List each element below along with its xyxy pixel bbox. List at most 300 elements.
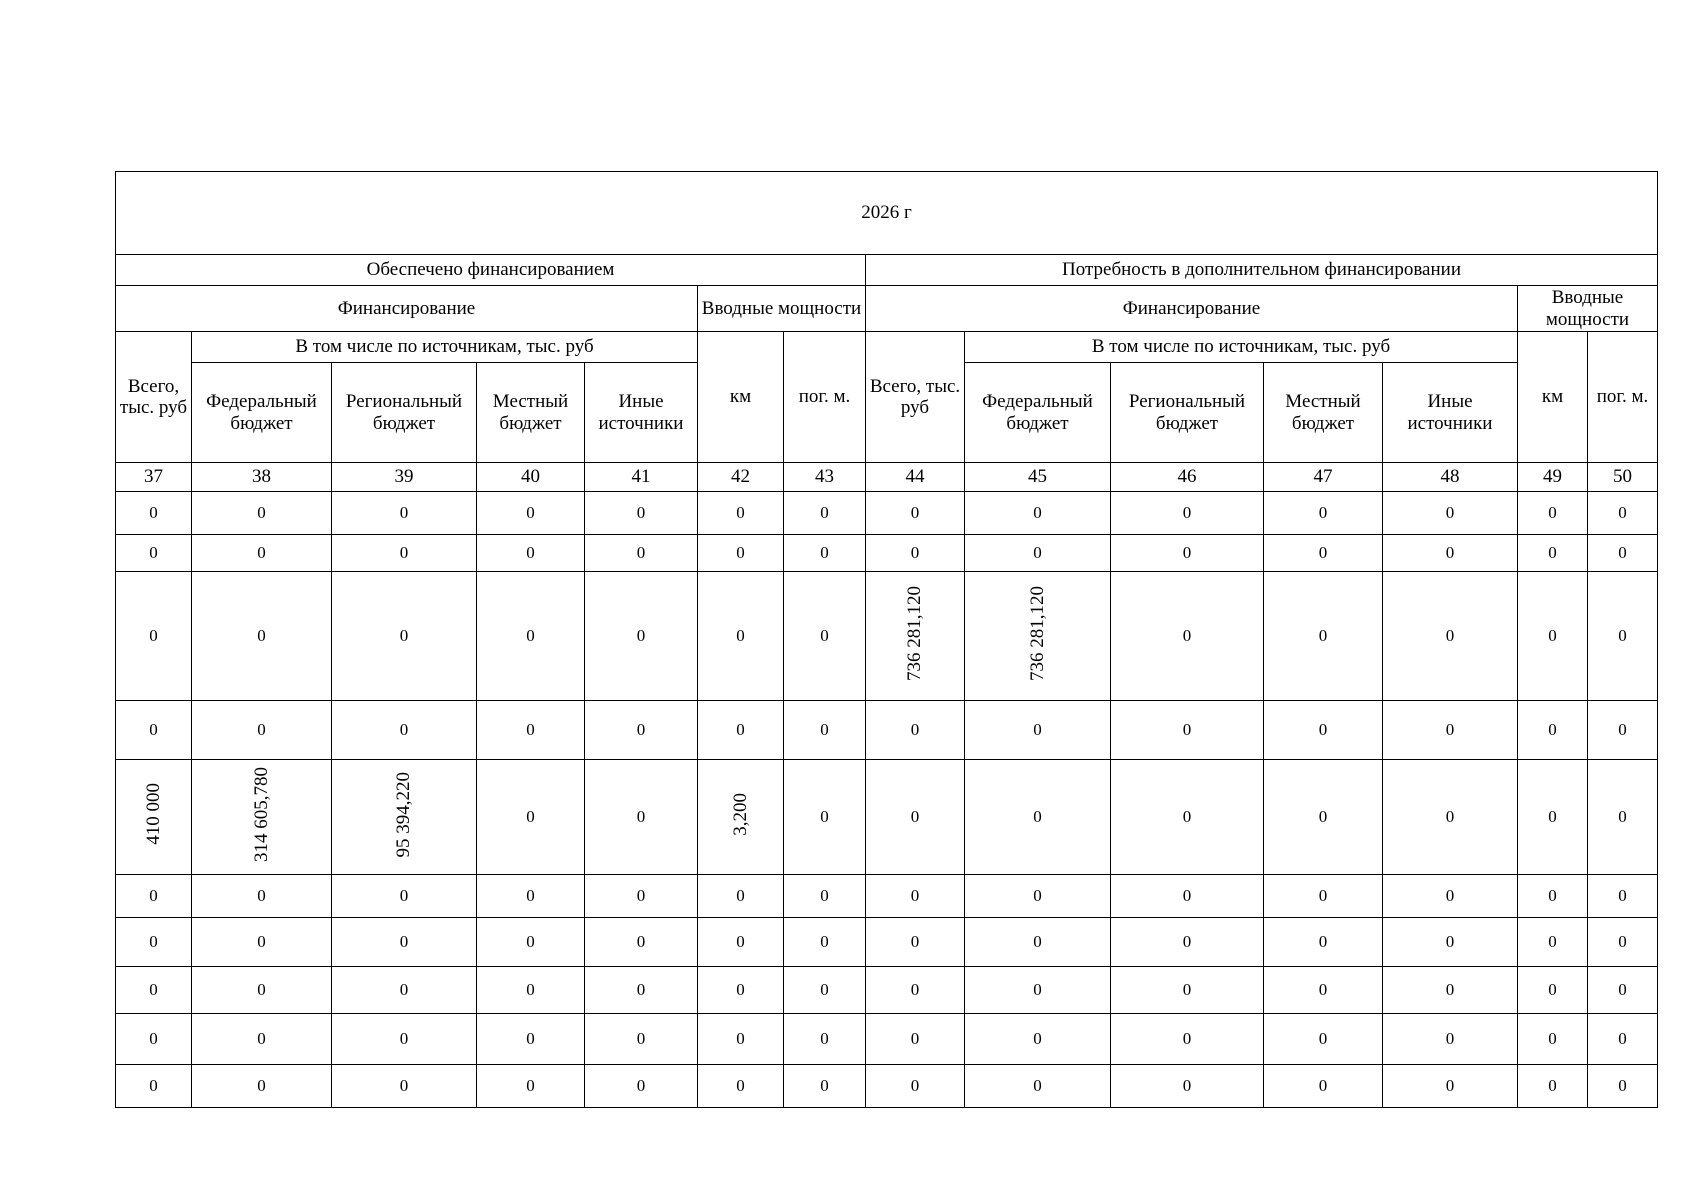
table-cell [1383, 701, 1518, 760]
table-row [116, 1014, 1658, 1065]
table-cell [332, 1014, 477, 1065]
cell-value: 0 [636, 626, 646, 646]
cell-value: 0 [149, 720, 158, 740]
table-cell [1588, 535, 1658, 572]
column-number: 40 [477, 463, 585, 492]
table-cell [965, 1014, 1111, 1065]
cell-value: 0 [257, 980, 266, 1000]
table-cell [477, 492, 585, 535]
cell-value: 0 [1618, 1029, 1627, 1049]
cell-value: 0 [1033, 503, 1042, 523]
table-cell [1383, 760, 1518, 875]
cell-value: 0 [1182, 1029, 1192, 1049]
table-cell [866, 701, 965, 760]
table-cell [192, 760, 332, 875]
table-cell [116, 967, 192, 1014]
cell-value: 0 [1318, 503, 1328, 523]
table-cell [1518, 572, 1588, 701]
table-cell [698, 760, 784, 875]
column-header: Иные источники [1383, 363, 1518, 463]
cell-value: 0 [1182, 932, 1192, 952]
table-cell [585, 1014, 698, 1065]
cell-value-rotated: 3,200 [729, 792, 751, 836]
column-header: Всего, тыс. руб [866, 332, 965, 463]
table-cell [332, 572, 477, 701]
table-row [116, 701, 1658, 760]
table-cell [585, 492, 698, 535]
column-header: пог. м. [1588, 332, 1658, 463]
cell-value: 0 [526, 980, 535, 1000]
cell-value: 0 [1182, 720, 1192, 740]
cell-value-rotated: 736 281,120 [1026, 585, 1048, 681]
column-number: 47 [1264, 463, 1383, 492]
table-cell [698, 492, 784, 535]
cell-value: 0 [257, 720, 266, 740]
cell-value: 0 [820, 1076, 829, 1096]
table-cell [866, 492, 965, 535]
cell-value: 0 [1033, 807, 1042, 827]
table-cell [1264, 760, 1383, 875]
cell-value: 0 [636, 980, 646, 1000]
cell-value: 0 [636, 1076, 646, 1096]
table-cell [332, 760, 477, 875]
cell-value: 0 [399, 1029, 409, 1049]
table-cell [192, 492, 332, 535]
table-cell [698, 967, 784, 1014]
table-cell [116, 918, 192, 967]
cell-value: 0 [149, 503, 158, 523]
table-cell [1518, 701, 1588, 760]
column-header: км [698, 332, 784, 463]
cell-value: 0 [1033, 543, 1042, 563]
cell-value: 0 [910, 1076, 920, 1096]
table-cell [1518, 535, 1588, 572]
table-cell [116, 1065, 192, 1108]
table-cell [585, 918, 698, 967]
cell-value: 0 [257, 503, 266, 523]
column-number: 46 [1111, 463, 1264, 492]
table-cell [784, 1014, 866, 1065]
column-number: 37 [116, 463, 192, 492]
cell-value: 0 [149, 1029, 158, 1049]
secured-financing-subheader: Финансирование [116, 286, 698, 332]
table-cell [1264, 535, 1383, 572]
cell-value: 0 [1318, 980, 1328, 1000]
table-cell [585, 967, 698, 1014]
cell-value: 0 [1445, 807, 1455, 827]
secured-sources-header: В том числе по источникам, тыс. руб [192, 332, 698, 363]
cell-value: 0 [1318, 720, 1328, 740]
table-cell [784, 701, 866, 760]
table-cell [1518, 1014, 1588, 1065]
cell-value: 0 [1033, 980, 1042, 1000]
cell-value: 0 [149, 626, 158, 646]
cell-value: 0 [1618, 980, 1627, 1000]
table-cell [192, 535, 332, 572]
cell-value: 0 [257, 1029, 266, 1049]
cell-value: 0 [1445, 932, 1455, 952]
cell-value: 0 [636, 1029, 646, 1049]
cell-value: 0 [1033, 1076, 1042, 1096]
cell-value: 0 [526, 1029, 535, 1049]
additional-financing-header: Потребность в дополнительном финансировании [866, 255, 1658, 286]
table-cell [332, 492, 477, 535]
column-number: 39 [332, 463, 477, 492]
cell-value: 0 [820, 807, 829, 827]
table-cell [116, 492, 192, 535]
table-cell [1264, 492, 1383, 535]
cell-value: 0 [1618, 626, 1627, 646]
cell-value: 0 [1445, 626, 1455, 646]
cell-value: 0 [910, 543, 920, 563]
table-cell [1383, 918, 1518, 967]
table-cell [1588, 918, 1658, 967]
cell-value: 0 [526, 543, 535, 563]
table-cell [698, 918, 784, 967]
cell-value: 0 [399, 543, 409, 563]
table-cell [477, 875, 585, 918]
cell-value: 0 [1548, 543, 1557, 563]
table-cell [965, 1065, 1111, 1108]
table-cell [332, 701, 477, 760]
cell-value: 0 [736, 543, 745, 563]
table-cell [1383, 572, 1518, 701]
cell-value: 0 [1182, 807, 1192, 827]
table-row [116, 492, 1658, 535]
table-cell [585, 572, 698, 701]
additional-sources-header: В том числе по источникам, тыс. руб [965, 332, 1518, 363]
table-cell [1588, 875, 1658, 918]
table-cell [477, 967, 585, 1014]
cell-value: 0 [257, 886, 266, 906]
cell-value: 0 [1318, 1029, 1328, 1049]
table-cell [1264, 701, 1383, 760]
cell-value: 0 [1445, 720, 1455, 740]
cell-value: 0 [636, 720, 646, 740]
cell-value: 0 [910, 1029, 920, 1049]
table-cell [1111, 1014, 1264, 1065]
table-cell [866, 875, 965, 918]
cell-value: 0 [820, 886, 829, 906]
cell-value: 0 [1182, 626, 1192, 646]
table-cell [116, 875, 192, 918]
table-cell [784, 572, 866, 701]
table-cell [116, 701, 192, 760]
table-cell [965, 492, 1111, 535]
table-row [116, 875, 1658, 918]
table-cell [784, 967, 866, 1014]
table-cell [698, 572, 784, 701]
cell-value: 0 [1445, 543, 1455, 563]
cell-value: 0 [399, 720, 409, 740]
cell-value: 0 [1182, 1076, 1192, 1096]
table-cell [192, 572, 332, 701]
secured-capacity-header: Вводные мощности [698, 286, 866, 332]
table-cell [1111, 701, 1264, 760]
column-number: 50 [1588, 463, 1658, 492]
cell-value: 0 [736, 720, 745, 740]
cell-value: 0 [399, 886, 409, 906]
table-cell [332, 1065, 477, 1108]
table-cell [1111, 967, 1264, 1014]
table-cell [332, 918, 477, 967]
cell-value: 0 [149, 980, 158, 1000]
cell-value: 0 [399, 980, 409, 1000]
cell-value: 0 [636, 503, 646, 523]
table-cell [965, 875, 1111, 918]
column-number: 41 [585, 463, 698, 492]
table-cell [866, 1014, 965, 1065]
cell-value: 0 [1548, 932, 1557, 952]
cell-value: 0 [149, 543, 158, 563]
cell-value: 0 [1445, 1029, 1455, 1049]
table-cell [866, 535, 965, 572]
cell-value: 0 [399, 1076, 409, 1096]
cell-value-rotated: 736 281,120 [904, 585, 926, 681]
cell-value: 0 [820, 932, 829, 952]
table-row [116, 1065, 1658, 1108]
cell-value: 0 [399, 932, 409, 952]
cell-value: 0 [1548, 626, 1557, 646]
table-cell [698, 875, 784, 918]
cell-value: 0 [1033, 932, 1042, 952]
table-cell [332, 535, 477, 572]
table-cell [1111, 572, 1264, 701]
cell-value: 0 [736, 932, 745, 952]
cell-value: 0 [257, 543, 266, 563]
cell-value-rotated: 314 605,780 [250, 766, 272, 862]
cell-value: 0 [1548, 720, 1557, 740]
column-header: Региональный бюджет [1111, 363, 1264, 463]
cell-value: 0 [820, 980, 829, 1000]
table-cell [866, 572, 965, 701]
table-cell [1518, 967, 1588, 1014]
cell-value: 0 [1445, 1076, 1455, 1096]
cell-value: 0 [526, 1076, 535, 1096]
table-cell [784, 492, 866, 535]
column-number: 49 [1518, 463, 1588, 492]
cell-value: 0 [1618, 503, 1627, 523]
financing-table [115, 171, 1658, 1108]
cell-value: 0 [1318, 543, 1328, 563]
table-row [116, 918, 1658, 967]
cell-value: 0 [1033, 720, 1042, 740]
cell-value: 0 [1318, 932, 1328, 952]
cell-value: 0 [1318, 626, 1328, 646]
table-cell [965, 535, 1111, 572]
table-cell [1588, 492, 1658, 535]
column-number: 45 [965, 463, 1111, 492]
cell-value: 0 [736, 1076, 745, 1096]
cell-value: 0 [910, 807, 920, 827]
table-cell [1264, 967, 1383, 1014]
table-cell [192, 875, 332, 918]
column-header: км [1518, 332, 1588, 463]
cell-value: 0 [1445, 886, 1455, 906]
table-cell [1111, 875, 1264, 918]
cell-value: 0 [1182, 543, 1192, 563]
cell-value: 0 [1182, 503, 1192, 523]
table-cell [1588, 701, 1658, 760]
column-header: Федеральный бюджет [192, 363, 332, 463]
table-cell [698, 701, 784, 760]
table-cell [192, 1065, 332, 1108]
table-row [116, 572, 1658, 701]
cell-value: 0 [149, 932, 158, 952]
column-number: 38 [192, 463, 332, 492]
table-cell [1518, 492, 1588, 535]
table-cell [1588, 1014, 1658, 1065]
cell-value: 0 [1033, 1029, 1042, 1049]
table-cell [585, 535, 698, 572]
column-header: Местный бюджет [1264, 363, 1383, 463]
cell-value: 0 [1548, 1076, 1557, 1096]
cell-value: 0 [820, 543, 829, 563]
table-cell [1111, 918, 1264, 967]
cell-value: 0 [257, 626, 266, 646]
cell-value: 0 [910, 503, 920, 523]
table-cell [116, 760, 192, 875]
table-cell [965, 967, 1111, 1014]
table-cell [866, 967, 965, 1014]
cell-value: 0 [1618, 720, 1627, 740]
cell-value: 0 [1618, 932, 1627, 952]
additional-capacity-header: Вводные мощности [1518, 286, 1658, 332]
cell-value: 0 [526, 626, 535, 646]
cell-value: 0 [1618, 543, 1627, 563]
table-cell [585, 1065, 698, 1108]
cell-value: 0 [149, 886, 158, 906]
cell-value: 0 [1445, 980, 1455, 1000]
cell-value: 0 [636, 807, 646, 827]
column-header: Региональный бюджет [332, 363, 477, 463]
table-cell [784, 875, 866, 918]
column-number-row [116, 463, 1658, 492]
cell-value: 0 [526, 886, 535, 906]
table-cell [585, 760, 698, 875]
cell-value: 0 [910, 932, 920, 952]
table-cell [585, 701, 698, 760]
cell-value: 0 [820, 503, 829, 523]
table-cell [477, 572, 585, 701]
table-cell [116, 572, 192, 701]
cell-value: 0 [1182, 980, 1192, 1000]
table-cell [1383, 1065, 1518, 1108]
cell-value: 0 [1548, 886, 1557, 906]
year-header: 2026 г [116, 172, 1658, 255]
table-cell [1518, 918, 1588, 967]
table-cell [1264, 875, 1383, 918]
table-cell [116, 535, 192, 572]
table-cell [784, 918, 866, 967]
table-cell [866, 918, 965, 967]
cell-value: 0 [149, 1076, 158, 1096]
cell-value: 0 [820, 720, 829, 740]
cell-value: 0 [820, 626, 829, 646]
column-number: 43 [784, 463, 866, 492]
table-cell [1518, 760, 1588, 875]
table-cell [1264, 1014, 1383, 1065]
cell-value: 0 [736, 886, 745, 906]
cell-value: 0 [1618, 1076, 1627, 1096]
table-cell [1383, 967, 1518, 1014]
table-cell [866, 760, 965, 875]
table-cell [1264, 918, 1383, 967]
cell-value: 0 [1618, 886, 1627, 906]
cell-value: 0 [1182, 886, 1192, 906]
table-cell [965, 918, 1111, 967]
table-cell [332, 875, 477, 918]
cell-value: 0 [910, 720, 920, 740]
column-header: Всего, тыс. руб [116, 332, 192, 463]
cell-value: 0 [910, 980, 920, 1000]
cell-value: 0 [736, 1029, 745, 1049]
cell-value: 0 [526, 807, 535, 827]
cell-value: 0 [1318, 1076, 1328, 1096]
cell-value: 0 [526, 720, 535, 740]
column-header: Местный бюджет [477, 363, 585, 463]
table-cell [192, 701, 332, 760]
cell-value: 0 [1548, 1029, 1557, 1049]
table-cell [784, 760, 866, 875]
table-cell [784, 535, 866, 572]
cell-value: 0 [526, 503, 535, 523]
table-cell [116, 1014, 192, 1065]
table-cell [477, 1065, 585, 1108]
table-cell [1518, 1065, 1588, 1108]
cell-value: 0 [736, 980, 745, 1000]
cell-value: 0 [1618, 807, 1627, 827]
table-cell [1588, 572, 1658, 701]
cell-value: 0 [636, 932, 646, 952]
cell-value: 0 [526, 932, 535, 952]
cell-value: 0 [636, 886, 646, 906]
column-header: Иные источники [585, 363, 698, 463]
cell-value: 0 [1445, 503, 1455, 523]
cell-value: 0 [1548, 503, 1557, 523]
table-cell [698, 535, 784, 572]
secured-financing-header: Обеспечено финансированием [116, 255, 866, 286]
table-cell [1264, 572, 1383, 701]
column-number: 42 [698, 463, 784, 492]
table-cell [965, 572, 1111, 701]
table-cell [1111, 535, 1264, 572]
table-cell [192, 967, 332, 1014]
table-cell [585, 875, 698, 918]
cell-value: 0 [1318, 807, 1328, 827]
table-cell [965, 701, 1111, 760]
table-cell [192, 1014, 332, 1065]
table-cell [866, 1065, 965, 1108]
cell-value: 0 [257, 1076, 266, 1096]
cell-value-rotated: 410 000 [142, 783, 164, 846]
table-cell [698, 1065, 784, 1108]
table-cell [698, 1014, 784, 1065]
table-cell [1588, 1065, 1658, 1108]
table-cell [1518, 875, 1588, 918]
table-cell [477, 701, 585, 760]
table-cell [784, 1065, 866, 1108]
table-cell [1111, 1065, 1264, 1108]
cell-value-rotated: 95 394,220 [393, 771, 415, 858]
table-row [116, 967, 1658, 1014]
cell-value: 0 [910, 886, 920, 906]
table-cell [1383, 535, 1518, 572]
cell-value: 0 [1318, 886, 1328, 906]
table-cell [477, 760, 585, 875]
table-cell [1383, 1014, 1518, 1065]
table-cell [1383, 875, 1518, 918]
